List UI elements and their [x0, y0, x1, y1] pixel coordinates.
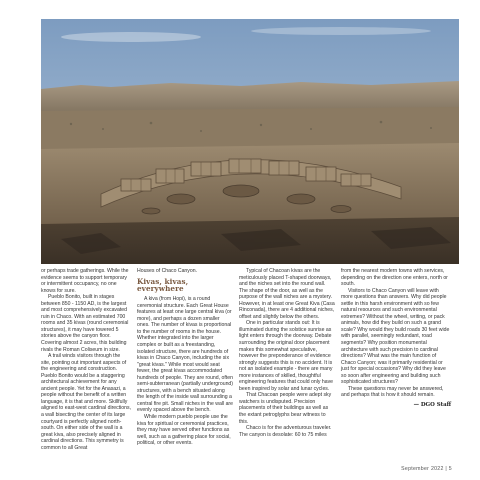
paragraph: Visitors to Chaco Canyon will leave with more questions than answers. Why did people settle in this harsh environment with so few natural resources and such environmental extremes? Without the wheel, writing, or pack animals, how did they build on such a grand scale? Why would they build roads 30 feet wide with parallel, seemingly redundant, road segments? Why position monumental architecture with such precision to cardinal directions? What was the main function of Chaco Canyon; was it primarily residential or just for special occasions? Why did they leave so soon after engineering and building such sophisticated structures? [341, 287, 450, 386]
author-signature: — DGO Staff [413, 401, 451, 408]
paragraph: or perhaps trade gatherings. While the evidence seems to support temporary or intermittent occupancy, no one knows for sure. [41, 268, 129, 294]
section-subheading: Kivas, kivas, everywhere [137, 276, 189, 294]
text-column-1 [41, 268, 131, 451]
text-column-4 [341, 268, 451, 408]
paragraph: A kiva (from Hopi), is a round ceremonial structure. Each Great House features at least one large central kiva (or more), and perhaps a dozen smaller ones. The number of kivas is proportional to the number of rooms in the house. Whether integrated into the larger complex or built as a freestanding, isolated structure, there are hundreds of kivas in Chaco Canyon, including the six "great kivas." While most would seat fewer, the great kivas accommodated hundreds of people. They are round, often semi-subterranean (partially underground) structures, with a bench situated along the length of the inside wall surrounding a central fire pit. Small niches in the wall are evenly spaced above the bench. [137, 296, 234, 414]
paragraph: Typical of Chacoan kivas are the meticulously placed T-shaped doorways, and the niches set into the round wall. The shape of the door, as well as the purpose of the wall niches are a mystery. However, in at least one Great Kiva (Casa Rinconada), there are 4 additional niches, offset and slightly below the others. [239, 268, 335, 320]
text-column-3 [239, 268, 335, 438]
paragraph: Pueblo Bonito, built in stages between 850 - 1150 AD, is the largest and most comprehensively excavated ruin in Chaco. With an estimated 700 rooms and 35 kivas (round ceremonial structures), it may have towered 5 stories above the canyon floor. Covering almost 2 acres, this building rivals the Roman Coliseum in size. [41, 294, 129, 353]
paragraph: from the nearest modern towns with services, depending on the direction one enters, north or south. [341, 268, 448, 288]
chaco-canyon-photo [41, 19, 459, 264]
ruins-illustration [41, 19, 459, 264]
paragraph: One in particular stands out: It is illuminated during the solstice sunrise as light enters through the doorway. Debate surrounding the original door placement makes this somewhat speculative, however the preponderance of evidence strongly suggests this is no accident. It is not an isolated example - there are many more instances of skilled, thoughtful engineering features that could only have been inspired by solar and lunar cycles. [239, 320, 334, 392]
paragraph: These questions may never be answered, and perhaps that is how it should remain. [341, 385, 444, 399]
text-column-2 [137, 268, 233, 447]
paragraph: That Chacoan people were adept sky watchers is undisputed. Precision placements of their buildings as well as the extant petroglyphs bear witness to this. [239, 392, 332, 425]
paragraph: Chaco is for the adventurous traveler. The canyon is desolate: 60 to 75 miles [239, 425, 332, 438]
page-footer: September 2022 | 5 [401, 466, 452, 472]
paragraph: A trail winds visitors through the site, pointing out important aspects of the engineering and construction. Pueblo Bonito would be a staggering architectural achievement for any ancient people. Yet for the Anasazi, a people without the benefit of a written language, it is that and more. Skillfully aligned to east-west cardinal directions, a wall bisecting the center of its large courtyard is perfectly aligned north-south. On either side of the wall is a great kiva, also precisely aligned in cardinal directions. This symmetry is common to all Great [41, 353, 132, 451]
paragraph: While modern pueblo people use the kiva for spiritual or ceremonial practices, they may have served other functions as well, such as a gathering place for social, political, or other events. [137, 413, 231, 447]
paragraph: Houses of Chaco Canyon. [137, 268, 198, 274]
